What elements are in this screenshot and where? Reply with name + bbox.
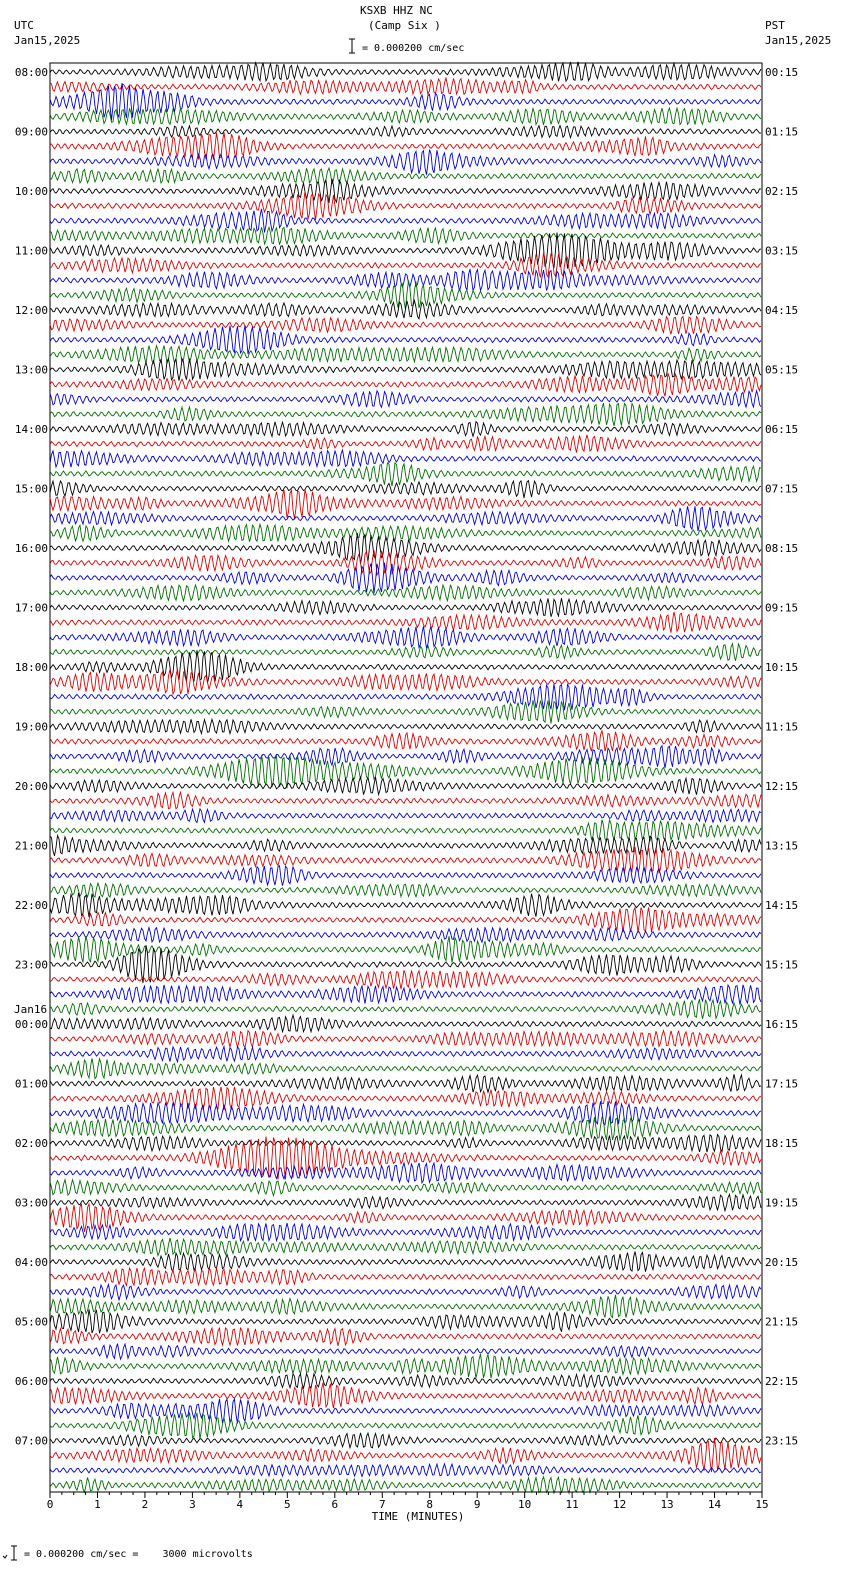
seismic-trace <box>50 209 761 233</box>
x-tick-label: 5 <box>284 1498 291 1511</box>
x-axis-label: TIME (MINUTES) <box>371 1510 465 1523</box>
left-timezone: UTC <box>14 19 34 32</box>
pst-hour-label: 18:15 <box>765 1137 799 1150</box>
right-timezone: PST <box>765 19 785 32</box>
seismic-trace <box>50 866 761 886</box>
utc-hour-label: 00:00 <box>14 1018 48 1031</box>
utc-hour-label: 20:00 <box>14 780 48 793</box>
seismic-trace <box>50 809 761 823</box>
seismic-trace <box>50 1399 761 1424</box>
seismic-trace <box>50 1477 761 1493</box>
utc-hour-label: 09:00 <box>14 125 48 139</box>
seismic-trace <box>50 1047 761 1062</box>
seismic-trace <box>50 78 761 94</box>
pst-hour-label: 17:15 <box>765 1077 799 1091</box>
x-tick-label: 3 <box>189 1498 196 1511</box>
seismic-trace <box>50 626 761 648</box>
utc-hour-label: 23:00 <box>14 958 48 972</box>
utc-hour-label: 16:00 <box>14 542 48 555</box>
seismic-trace <box>50 317 761 335</box>
utc-hour-label: 05:00 <box>14 1315 48 1329</box>
utc-hour-label: 03:00 <box>14 1196 48 1210</box>
seismic-trace <box>50 1344 761 1360</box>
pst-hour-label: 14:15 <box>765 899 799 912</box>
pst-hour-label: 02:15 <box>765 185 799 198</box>
utc-hour-label: 07:00 <box>14 1434 48 1448</box>
seismic-trace <box>50 233 761 269</box>
seismic-trace <box>50 62 761 81</box>
seismic-trace <box>50 1194 761 1210</box>
utc-hour-label: 01:00 <box>14 1077 48 1091</box>
x-tick-label: 14 <box>707 1498 722 1511</box>
seismic-trace <box>50 150 761 175</box>
seismic-trace <box>50 1180 761 1196</box>
seismic-trace <box>50 1295 761 1318</box>
seismic-trace <box>50 490 761 519</box>
x-tick-label: 9 <box>473 1498 481 1511</box>
x-tick-label: 7 <box>378 1498 386 1511</box>
x-tick-label: 10 <box>518 1498 532 1511</box>
seismic-trace <box>50 280 761 309</box>
pst-hour-label: 01:15 <box>765 125 799 139</box>
site-title: (Camp Six ) <box>368 19 441 32</box>
seismic-trace <box>50 936 761 962</box>
pst-hour-label: 22:15 <box>765 1375 799 1388</box>
seismic-trace <box>50 847 761 873</box>
pst-hour-label: 09:15 <box>765 601 799 615</box>
seismic-trace <box>50 1087 761 1110</box>
utc-hour-label: 13:00 <box>14 363 48 377</box>
seismic-trace <box>50 1074 761 1092</box>
seismic-trace <box>50 191 761 220</box>
seismic-trace <box>50 1412 761 1439</box>
x-tick-label: 0 <box>46 1498 54 1511</box>
utc-hour-label: 02:00 <box>14 1137 48 1150</box>
seismic-trace <box>50 612 761 633</box>
pst-hour-label: 23:15 <box>765 1434 799 1448</box>
seismic-trace <box>50 1135 761 1153</box>
seismic-trace <box>50 391 761 407</box>
seismic-trace <box>50 1464 761 1477</box>
seismic-trace <box>50 108 761 125</box>
seismic-trace <box>50 450 761 467</box>
seismic-trace <box>50 598 761 617</box>
utc-hour-label: 15:00 <box>14 482 48 496</box>
left-date: Jan15,2025 <box>14 34 81 47</box>
seismic-trace <box>50 463 761 486</box>
utc-hour-label: 04:00 <box>14 1256 48 1269</box>
x-tick-label: 1 <box>94 1498 101 1511</box>
seismic-trace <box>50 533 761 563</box>
seismic-trace <box>50 1354 761 1378</box>
x-axis <box>47 1492 769 1523</box>
pst-hour-label: 06:15 <box>765 423 799 436</box>
x-tick-label: 11 <box>565 1498 579 1511</box>
seismic-trace <box>50 820 761 842</box>
date-change-label: Jan16 <box>14 1003 48 1016</box>
seismic-trace <box>50 644 761 661</box>
x-tick-label: 12 <box>612 1498 627 1511</box>
pst-hour-label: 10:15 <box>765 661 799 674</box>
seismic-trace <box>50 1374 761 1389</box>
seismic-trace <box>50 1204 761 1232</box>
utc-hour-label: 11:00 <box>14 244 48 258</box>
seismic-trace <box>50 746 761 768</box>
utc-hour-label: 06:00 <box>14 1375 48 1388</box>
utc-hour-label: 22:00 <box>14 899 48 912</box>
seismic-trace <box>50 719 761 733</box>
seismic-trace <box>50 985 761 1005</box>
utc-hour-label: 19:00 <box>14 720 48 734</box>
seismic-trace <box>50 168 761 184</box>
utc-hour-label: 08:00 <box>14 66 48 79</box>
pst-hour-label: 00:15 <box>765 66 799 79</box>
pst-hour-label: 08:15 <box>765 542 799 555</box>
x-tick-label: 6 <box>331 1498 339 1511</box>
footer-scale-note: = 0.000200 cm/sec = 3000 microvolts <box>24 1549 253 1560</box>
pst-hour-label: 15:15 <box>765 958 799 972</box>
seismic-trace <box>50 999 761 1019</box>
pst-hour-label: 19:15 <box>765 1196 799 1210</box>
seismic-trace <box>50 1433 761 1448</box>
x-tick-label: 8 <box>426 1498 434 1511</box>
x-tick-label: 15 <box>755 1498 769 1511</box>
seismic-trace <box>50 126 761 138</box>
x-tick-label: 13 <box>660 1498 674 1511</box>
pst-hour-label: 07:15 <box>765 482 799 496</box>
seismic-trace <box>50 403 761 426</box>
utc-hour-label: 10:00 <box>14 185 48 198</box>
seismic-trace <box>50 524 761 541</box>
seismic-trace <box>50 1238 761 1256</box>
pst-hour-label: 03:15 <box>765 244 799 258</box>
seismic-trace <box>50 1268 761 1286</box>
right-date: Jan15,2025 <box>765 34 832 47</box>
seismic-trace <box>50 422 761 437</box>
seismic-trace <box>50 883 761 897</box>
seismic-trace <box>50 301 761 319</box>
seismic-trace <box>50 1328 761 1346</box>
seismic-trace <box>50 1252 761 1272</box>
seismic-trace <box>50 325 761 354</box>
pst-hour-label: 16:15 <box>765 1018 799 1031</box>
seismic-trace <box>50 669 761 694</box>
seismic-trace <box>50 650 761 683</box>
seismic-trace <box>50 481 761 498</box>
pst-hour-label: 05:15 <box>765 363 799 377</box>
seismic-trace <box>50 1383 761 1408</box>
seismic-trace <box>50 585 761 601</box>
seismic-trace <box>50 435 761 453</box>
utc-hour-label: 21:00 <box>14 839 48 853</box>
utc-hour-label: 17:00 <box>14 601 48 615</box>
station-title: KSXB HHZ NC <box>360 4 433 17</box>
seismic-trace <box>50 1284 761 1300</box>
seismic-trace <box>50 1163 761 1183</box>
pst-hour-label: 13:15 <box>765 839 799 853</box>
pst-hour-label: 21:15 <box>765 1315 799 1329</box>
scale-text: = 0.000200 cm/sec <box>362 43 465 54</box>
pst-hour-label: 04:15 <box>765 304 799 317</box>
pst-hour-label: 11:15 <box>765 720 799 734</box>
seismic-trace <box>50 227 761 245</box>
seismic-trace <box>50 1223 761 1241</box>
seismic-trace <box>50 1015 761 1032</box>
utc-hour-label: 14:00 <box>14 423 48 436</box>
x-tick-label: 4 <box>236 1498 244 1511</box>
seismic-trace <box>50 777 761 795</box>
seismic-trace <box>50 928 761 943</box>
pst-hour-label: 20:15 <box>765 1256 799 1269</box>
utc-hour-label: 18:00 <box>14 661 48 674</box>
seismic-trace <box>50 1058 761 1078</box>
x-tick-label: 2 <box>141 1498 149 1511</box>
seismic-trace <box>50 1031 761 1048</box>
trace-layer <box>50 62 761 1493</box>
seismic-trace <box>50 269 761 291</box>
seismic-trace <box>50 792 761 808</box>
seismic-trace <box>50 1309 761 1333</box>
seismic-trace <box>50 700 761 723</box>
seismic-trace <box>50 836 761 856</box>
utc-hour-label: 12:00 <box>14 304 48 317</box>
seismic-trace <box>50 1438 761 1472</box>
pst-hour-label: 12:15 <box>765 780 799 793</box>
seismic-trace <box>50 132 761 159</box>
